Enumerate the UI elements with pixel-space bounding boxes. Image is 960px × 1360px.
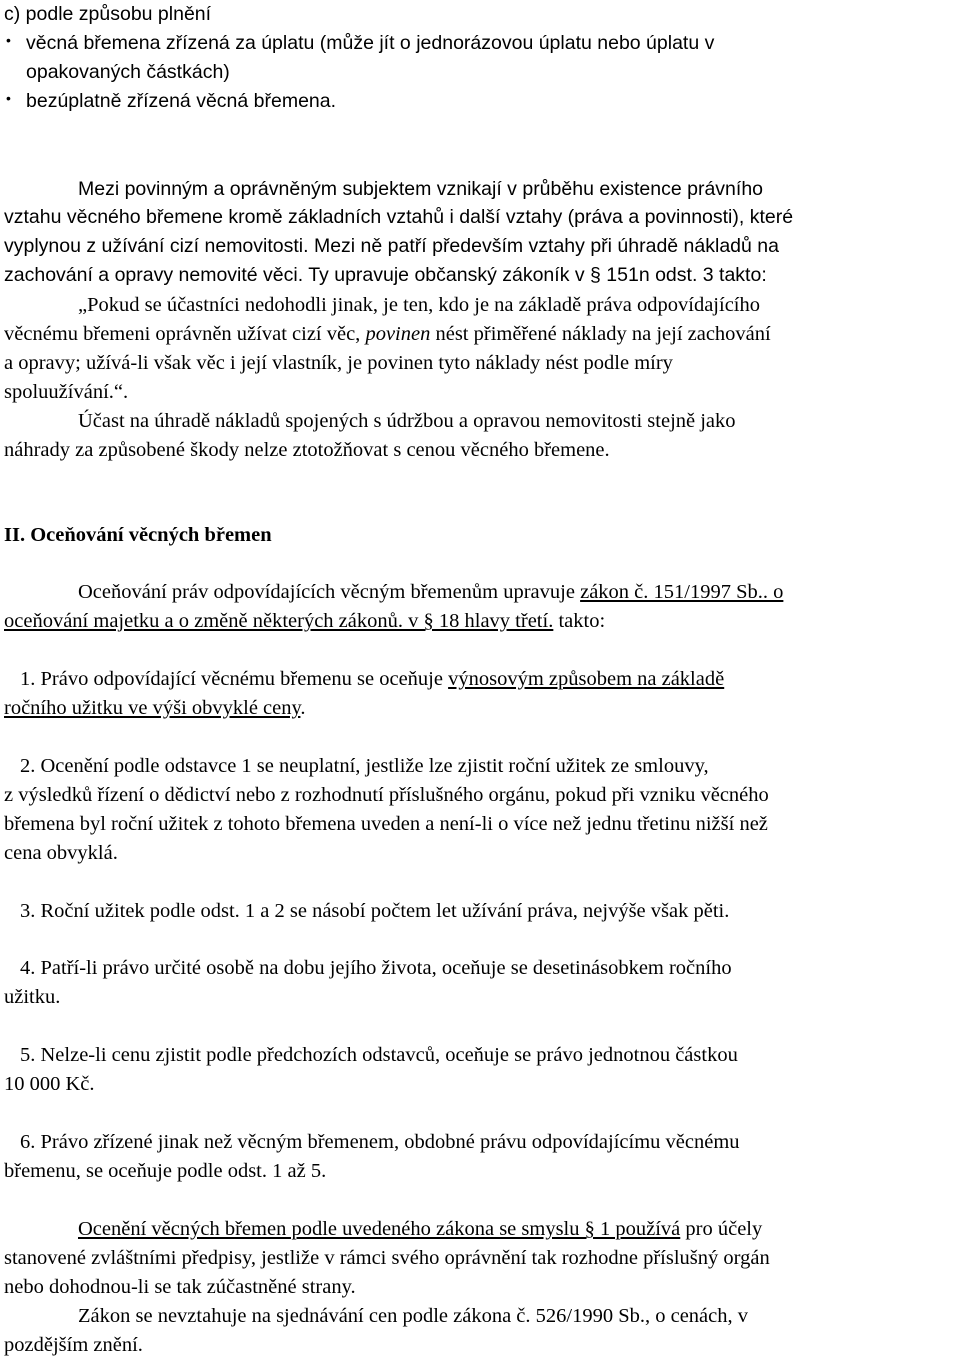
item-6-line1: 6. Právo zřízené jinak než věcným břemenem, obdobné právu odpovídajícímu věcnému — [20, 1131, 740, 1153]
para4-text: pro účely — [685, 1218, 763, 1240]
bullet-icon: • — [6, 90, 11, 106]
bullet-item-1 — [26, 29, 956, 58]
item-2-line1: 2. Ocenění podle odstavce 1 se neuplatní, jestliže lze zjistit roční užitek ze smlouvy, — [20, 755, 709, 777]
section-heading-c: c) podle způsobu plnění — [4, 3, 212, 25]
para3-text: takto: — [558, 610, 606, 632]
item-underlined: ročního užitku ve výši obvyklé ceny — [4, 697, 301, 719]
para1-line1: Mezi povinným a oprávněným subjektem vznikají v průběhu existence právního — [78, 178, 764, 200]
item-2-line3: břemena byl roční užitek z tohoto břemena uveden a není-li o více než jednu třetinu nižší než — [4, 813, 768, 835]
bullet-item-1-cont: opakovaných částkách) — [26, 61, 230, 83]
item-5-line1: 5. Nelze-li cenu zjistit podle předchozích odstavců, oceňuje se právo jednotnou částkou — [20, 1044, 738, 1066]
para1-line2: vztahu věcného břemene kromě základních vztahů i další vztahy (práva a povinnosti), které — [4, 206, 794, 228]
item-2-line4: cena obvyklá. — [4, 842, 118, 864]
para1-line4: zachování a opravy nemovité věci. Ty upravuje občanský zákoník v § 151n odst. 3 takto: — [4, 264, 767, 286]
para5-line2: pozdějším znění. — [4, 1334, 143, 1356]
item-5-line2: 10 000 Kč. — [4, 1073, 95, 1095]
para5-line1: Zákon se nevztahuje na sjednávání cen podle zákona č. 526/1990 Sb., o cenách, v — [78, 1305, 749, 1327]
quote-line1: „Pokud se účastníci nedohodli jinak, je ten, kdo je na základě práva odpovídajícího — [78, 294, 760, 316]
quote-text: věcnému břemeni oprávněn užívat cizí věc, — [4, 323, 361, 345]
quote-line2 — [4, 320, 956, 349]
section-title: II. Oceňování věcných břemen — [4, 524, 272, 546]
para2-line1: Účast na úhradě nákladů spojených s údržbou a opravou nemovitosti stejně jako — [78, 410, 736, 432]
bullet-text: věcná břemena zřízená za úplatu (může jít o jednorázovou úplatu nebo úplatu v — [26, 32, 715, 54]
item-underlined: výnosovým způsobem na základě — [448, 668, 725, 690]
para4-underlined: Ocenění věcných břemen podle uvedeného zákona se smyslu § 1 používá — [78, 1218, 681, 1240]
item-4-line1: 4. Patří-li právo určité osobě na dobu jejího života, oceňuje se desetinásobkem ročního — [20, 957, 732, 979]
para3-line1 — [78, 578, 956, 607]
item-4-line2: užitku. — [4, 986, 61, 1008]
law-link[interactable]: zákon č. 151/1997 Sb.. o — [580, 581, 784, 603]
para2-line2: náhrady za způsobené škody nelze ztotožňovat s cenou věcného břemene. — [4, 439, 610, 461]
para4-line3: nebo dohodnou-li se tak zúčastněné strany. — [4, 1276, 356, 1298]
quote-line4: spoluužívání.“. — [4, 381, 129, 403]
item-2-line2: z výsledků řízení o dědictví nebo z rozhodnutí příslušného orgánu, pokud při vzniku věcného — [4, 784, 769, 806]
item-6-line2: břemenu, se oceňuje podle odst. 1 až 5. — [4, 1160, 327, 1182]
law-link-cont[interactable]: oceňování majetku a o změně některých zákonů. v § 18 hlavy třetí. — [4, 610, 554, 632]
para3-line2 — [4, 607, 956, 636]
bullet-icon: • — [6, 32, 11, 48]
item-text: . — [300, 697, 306, 719]
item-text: 1. Právo odpovídající věcnému břemenu se oceňuje — [20, 668, 443, 690]
item-1-line2 — [4, 694, 956, 723]
bullet-item-2: bezúplatně zřízená věcná břemena. — [26, 90, 337, 112]
item-3-line1: 3. Roční užitek podle odst. 1 a 2 se násobí počtem let užívání práva, nejvýše však pěti. — [20, 900, 730, 922]
para4-line2: stanovené zvláštními předpisy, jestliže v rámci svého oprávnění tak rozhodne příslušný orgán — [4, 1247, 770, 1269]
para3-text: Oceňování práv odpovídajících věcným břemenům upravuje — [78, 581, 575, 603]
item-1-line1 — [20, 665, 956, 694]
para4-line1 — [78, 1215, 956, 1244]
quote-text: nést přiměřené náklady na její zachování — [435, 323, 771, 345]
quote-line3: a opravy; užívá-li však věc i její vlastník, je povinen tyto náklady nést podle míry — [4, 352, 673, 374]
para1-line3: vyplynou z užívání cizí nemovitosti. Mezi ně patří především vztahy při úhradě nákladů na — [4, 235, 779, 257]
quote-emphasis: povinen — [365, 323, 431, 345]
